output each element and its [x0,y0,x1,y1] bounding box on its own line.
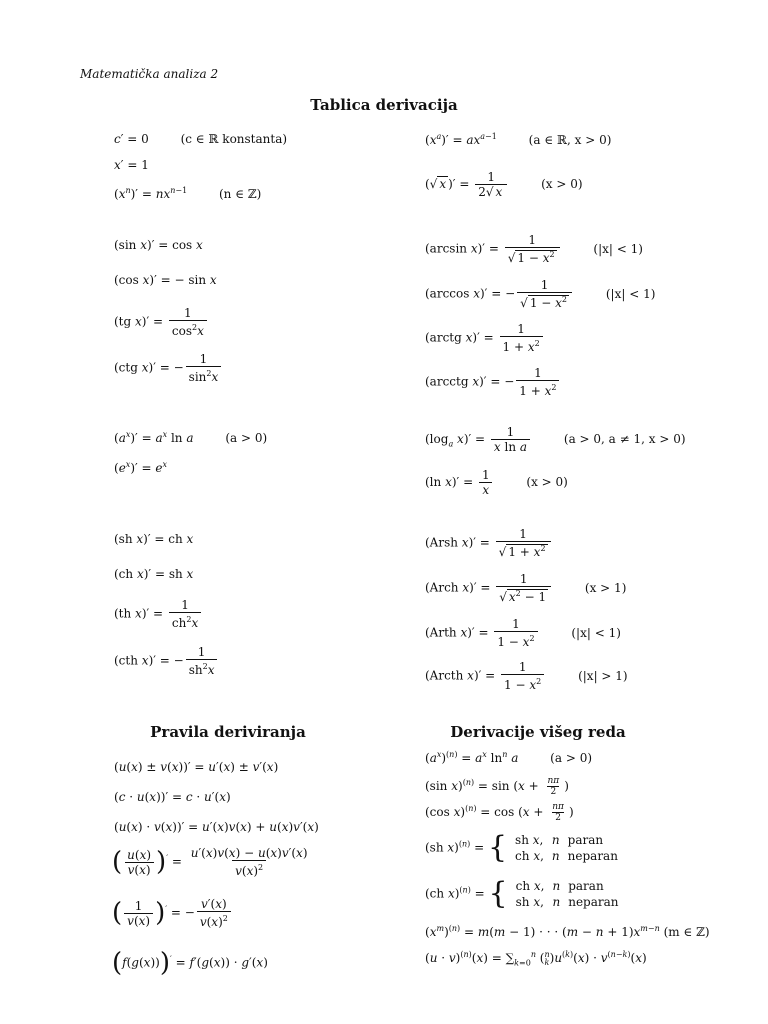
condition: (a > 0) [550,751,593,765]
running-header: Matematička analiza 2 [80,67,219,81]
case-label: neparan [567,849,618,863]
rule-reciprocal: ( $\frac{1}{v(x)}$ )′ = − $\frac{v'(x)}{v(x)^2}$ [112,897,233,929]
formula-arcth: (Arcth x)′ = $\frac{1}{1 - x^2}$ (|x| > 1) [425,660,628,692]
condition: (|x| < 1) [593,241,643,256]
formula-arccos: (arccos x)′ = − $\frac{1}{√ 1 - x^2}$ (|x| < 1) [425,278,656,310]
formula-arcctg: (arcctg x)′ = − $\frac{1}{1 + x^2}$ [425,366,561,398]
formula-th: (th x)′ = $\frac{1}{ch^2x}$ [114,598,203,630]
rule-constant-multiple: (c · u(x))′ = c · u′(x) [114,790,231,804]
formula-power-a: $(x^a)' = ax^{a-1}$ (a ∈ ℝ, x > 0) [425,132,612,147]
formula-sin: (sin x)′ = cos x [114,238,203,252]
formula-exp-e: $(e^x)' = e^x$ [114,460,168,475]
page-title: Tablica derivacija [310,96,458,114]
formula-arctg: (arctg x)′ = $\frac{1}{1 + x^2}$ [425,322,545,354]
condition: (|x| > 1) [578,668,628,683]
rule-sum: (u(x) ± v(x))′ = u′(x) ± v′(x) [114,760,279,774]
rule-product: (u(x) · v(x))′ = u′(x)v(x) + u(x)v′(x) [114,820,319,834]
formula-cth: (cth x)′ = − $\frac{1}{sh^2x}$ [114,645,219,677]
formula-ch: (ch x)′ = sh x [114,567,194,581]
higher-sin: (sin x)$^{(n)}$ = sin (x + $\frac{n\pi}{2}$ ) [425,776,569,797]
case-label: paran [568,879,604,893]
section-title-higher: Derivacije višeg reda [450,723,626,741]
section-title-rules: Pravila deriviranja [150,723,306,741]
condition: (x > 0) [526,475,568,489]
rule-quotient: ( $\frac{u(x)}{v(x)}$ )′ = $\frac{u'(x)v(x) - u(x)v'(x)}{v(x)^2}$ [112,846,308,878]
formula-sh: (sh x)′ = ch x [114,532,194,546]
formula-tg: (tg x)′ = $\frac{1}{\cos^2x}$ [114,306,209,338]
formula-sqrt: (√ x )′ = $\frac{1}{2√ x}$ (x > 0) [425,170,583,199]
rule-chain: (f(g(x)))′ = f′(g(x)) · g′(x) [112,948,268,978]
condition: (a ∈ ℝ, x > 0) [528,133,612,147]
case-label: neparan [568,895,619,909]
formula-arch: (Arch x)′ = $\frac{1}{√ x^2 - 1}$ (x > 1) [425,572,627,604]
higher-sh: (sh x)$^{(n)}$ = { sh x, n paran ch x, n neparan [425,832,622,864]
higher-ch: (ch x)$^{(n)}$ = { ch x, n paran sh x, n neparan [425,878,623,910]
formula-arth: (Arth x)′ = $\frac{1}{1 - x^2}$ (|x| < 1) [425,617,621,649]
condition: (x > 1) [584,580,627,595]
formula-x: x′ = 1 [114,158,149,172]
condition: (a > 0) [225,431,268,445]
condition: (a > 0, a ≠ 1, x > 0) [563,432,686,446]
formula-log-a: ($\log_a$ x)′ = $\frac{1}{\text{x ln a}}$ (a > 0, a ≠ 1, x > 0) [425,425,686,454]
formula-exp-a: $(a^x)' = a^x$ ln a (a > 0) [114,430,268,445]
condition: (|x| < 1) [605,286,656,301]
condition: (x > 0) [541,177,583,191]
formula-ctg: (ctg x)′ = − $\frac{1}{\sin^2x}$ [114,352,223,384]
case-label: paran [567,833,604,847]
formula-power-n: $(x^n)' = nx^{n-1}$ (n ∈ ℤ) [114,186,262,201]
higher-exp-a: $(a^x)^{(n)} = a^x$ $\ln^n a$ (a > 0) [425,750,593,765]
condition: (c ∈ ℝ konstanta) [180,132,288,146]
formula-arcsin: (arcsin x)′ = $\frac{1}{√ 1 - x^2}$ (|x| < 1) [425,233,643,265]
formula-arsh: (Arsh x)′ = $\frac{1}{√ 1 + x^2}$ [425,527,553,559]
higher-leibniz: $(u \cdot v)^{(n)}(x) = \sum_{k=0}^n$ ( n k )$u^{(k)}(x) \cdot v^{(n-k)}(x)$ [425,949,647,968]
formula-ln: (ln x)′ = $\frac{1}{x}$ (x > 0) [425,468,568,497]
higher-cos: (cos x)$^{(n)}$ = cos (x + $\frac{n\pi}{2}$ ) [425,802,574,823]
higher-power-m: $(x^m)^{(n)} = m(m - 1)$ · · · $(m - n + 1)x^{m-n}$ (m ∈ ℤ) [425,924,710,939]
formula-cos: (cos x)′ = − sin x [114,273,217,287]
condition: (n ∈ ℤ) [219,187,262,201]
condition: (m ∈ ℤ) [663,925,710,939]
formula-constant: c′ = 0 (c ∈ ℝ konstanta) [114,132,288,146]
condition: (|x| < 1) [571,625,621,640]
